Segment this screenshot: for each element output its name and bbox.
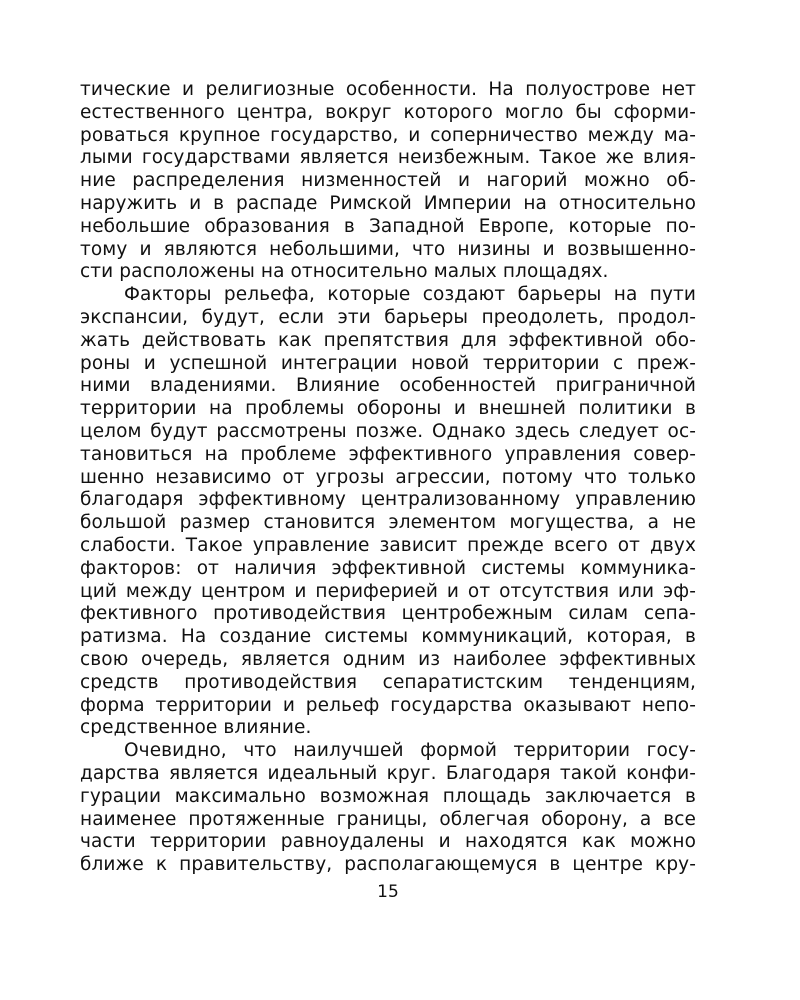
body-text (80, 79, 696, 877)
text-line: наименее протяженные границы, облегчая оборону, а все (80, 808, 696, 830)
text-line: тому и являются небольшими, что низины и возвышенно- (80, 238, 696, 260)
paragraph-first-line: Факторы рельефа, которые создают барьеры на пути (124, 284, 696, 306)
text-line: средств противодействия сепаратистским тенденциям, (80, 671, 696, 693)
text-line: целом будут рассмотрены позже. Однако здесь следует ос- (80, 420, 696, 442)
text-line: гурации максимально возможная площадь заключается в (80, 785, 696, 807)
page-number: 15 (377, 882, 399, 902)
text-line: жать действовать как препятствия для эффективной обо- (80, 329, 696, 351)
text-line: ние распределения низменностей и нагорий можно об- (80, 170, 696, 192)
text-line: форма территории и рельеф государства оказывают непо- (80, 694, 696, 716)
text-line: большой размер становится элементом могущества, а не (80, 512, 696, 534)
text-line: шенно независимо от угрозы агрессии, потому что только (80, 466, 696, 488)
text-line: дарства является идеальный круг. Благодаря такой конфи- (80, 762, 696, 784)
text-line: факторов: от наличия эффективной системы коммуника- (80, 557, 696, 579)
text-line: части территории равноудалены и находятся как можно (80, 831, 696, 853)
text-line: ними владениями. Влияние особенностей приграничной (80, 375, 696, 397)
paragraph-first-line: Очевидно, что наилучшей формой территории госу- (124, 740, 696, 762)
text-line: наружить и в распаде Римской Империи на относительно (80, 192, 696, 214)
text-line: слабости. Такое управление зависит прежде всего от двух (80, 534, 696, 556)
text-line: небольшие образования в Западной Европе, которые по- (80, 215, 696, 237)
text-line: тические и религиозные особенности. На полуострове нет (80, 79, 696, 100)
text-line: ратизма. На создание системы коммуникаций, которая, в (80, 626, 696, 648)
text-line: роны и успешной интеграции новой территории с преж- (80, 352, 696, 374)
text-line: ций между центром и периферией и от отсутствия или эф- (80, 580, 696, 602)
text-line: ближе к правительству, располагающемуся в центре кру- (80, 854, 696, 876)
text-line: роваться крупное государство, и соперничество между ма- (80, 124, 696, 146)
text-line: территории на проблемы обороны и внешней политики в (80, 398, 696, 420)
text-line: фективного противодействия центробежным силам сепа- (80, 603, 696, 625)
text-line: лыми государствами является неизбежным. Такое же влия- (80, 147, 696, 169)
text-line: благодаря эффективному централизованному управлению (80, 489, 696, 511)
text-line: экспансии, будут, если эти барьеры преодолеть, продол- (80, 306, 696, 328)
text-line: сти расположены на относительно малых площадях. (80, 261, 609, 283)
text-line: естественного центра, вокруг которого могло бы сформи- (80, 101, 696, 123)
text-line: свою очередь, является одним из наиболее эффективных (80, 648, 696, 670)
text-line: тановиться на проблеме эффективного управления совер- (80, 443, 696, 465)
text-line: средственное влияние. (80, 717, 312, 739)
